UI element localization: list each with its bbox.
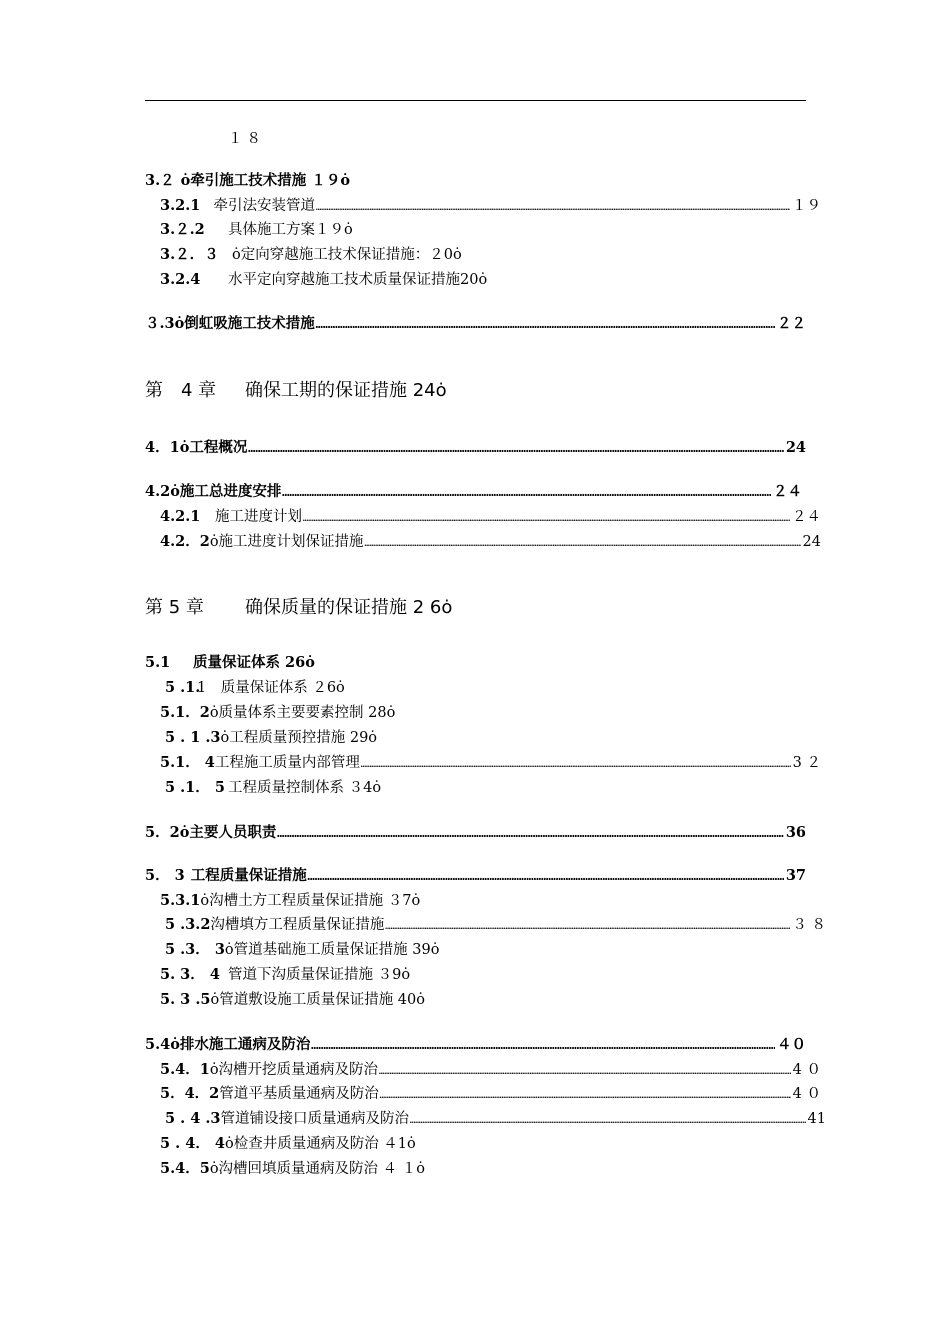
toc-entry-5-3[interactable] [145,865,806,887]
toc-title: ȯ排水施工通病及防治 [170,1036,311,1053]
toc-number: 3.２ [145,172,175,189]
toc-entry-3-2-4[interactable] [145,269,821,291]
toc-number: 4.2．2 [160,533,210,550]
toc-title: 水平定向穿越施工技术质量保证措施20ȯ [228,272,488,288]
toc-entry-5-3-5[interactable] [145,989,821,1011]
toc-page: 37 [785,867,806,884]
toc-page: １９ [792,198,821,214]
toc-page: 24 [802,534,821,550]
toc-title: 具体施工方案１９ȯ [228,222,353,238]
toc-number: 5 .1． 5 [165,779,225,796]
toc-number: 4.2.1 [160,508,201,525]
toc-entry-5-1-5[interactable] [145,777,826,799]
toc-page: 3 ２ [792,755,821,771]
toc-page: 24 [785,439,806,456]
dot-leader [378,1059,791,1081]
toc-title: 管道平基质量通病及防治 [219,1086,379,1102]
toc-title: ȯ主要人员职责 [179,824,277,841]
toc-number: 4.2 [145,483,171,500]
dot-leader [364,531,801,553]
toc-number: 3.2.1 [160,197,201,214]
dot-leader [379,1083,791,1105]
toc-title: ȯ定向穿越施工技术保证措施：２0ȯ [232,247,462,263]
toc-title: ȯ沟槽回填质量通病及防治 ４ １ȯ [209,1161,426,1177]
toc-title: ȯ检查井质量通病及防治 ４1ȯ [224,1136,416,1152]
toc-entry-5-4-4[interactable] [145,1133,821,1155]
toc-title: ȯ施工进度计划保证措施 [209,534,364,550]
toc-title: 沟槽填方工程质量保证措施 [210,917,385,933]
toc-entry-4-1[interactable] [145,437,806,459]
toc-title: 工程质量控制体系 ３4ȯ [228,780,382,796]
toc-page: ２４ [773,483,802,500]
toc-title: ȯ沟槽开挖质量通病及防治 [209,1062,379,1078]
toc-number: 5. 3 .5 [160,991,211,1008]
toc-entry-5-2[interactable] [145,822,806,844]
toc-number: 5 .3． 3 [165,941,225,958]
toc-number: 5.4 [145,1036,171,1053]
toc-entry-3-2-1[interactable] [145,195,821,217]
toc-title: ȯ沟槽土方工程质量保证措施 ３7ȯ [200,893,421,909]
toc-title: 管道铺设接口质量通病及防治 [220,1111,410,1127]
toc-page: ４０ [777,1036,806,1053]
header-rule [145,100,806,101]
page-fragment: １８ [228,131,265,147]
toc-title: 工程质量保证措施 [190,867,307,884]
toc-title: 管道下沟质量保证措施 ３9ȯ [228,967,411,983]
toc-number: 5.1．2 [160,704,210,721]
toc-number: 5．4．2 [160,1085,220,1102]
toc-number: ３.3 [145,315,175,332]
toc-entry-3-2[interactable] [145,170,806,192]
toc-page: 4 ０ [792,1062,821,1078]
chapter-title: 确保工期的保证措施 24ȯ [245,380,447,401]
toc-title: 质量保证体系 26ȯ [193,654,315,671]
dot-leader [247,437,783,459]
toc-page: 36 [785,824,806,841]
dot-leader [281,481,771,503]
toc-entry-4-2[interactable] [145,481,806,503]
toc-number: 5.1 [145,654,171,671]
toc-number: 5 .1. [165,679,201,696]
toc-entry-5-1-2[interactable] [145,702,821,724]
toc-title: ȯ倒虹吸施工技术措施 [174,315,315,332]
toc-entry-5-1-4[interactable] [145,752,821,774]
toc-title: ȯ质量体系主要要素控制 28ȯ [209,705,396,721]
toc-entry-5-4-2[interactable] [145,1083,821,1105]
toc-entry-4-2-1[interactable] [145,506,821,528]
toc-title: 施工进度计划 [215,509,302,525]
toc-page: ２４ [792,509,821,525]
dot-leader [302,506,790,528]
toc-title: ȯ管道敷设施工质量保证措施 40ȯ [210,992,425,1008]
toc-entry-5-3-4[interactable] [145,964,821,986]
toc-number: 4．1 [145,439,180,456]
toc-page: 41 [807,1111,826,1127]
toc-number: 3.２.2 [160,221,205,238]
toc-number: 5 . 1 .3 [165,729,221,746]
toc-page: ２２ [777,315,806,332]
toc-number: 5.1． 4 [160,754,215,771]
dot-leader [384,914,790,936]
toc-entry-5-1[interactable] [145,652,806,674]
toc-entry-4-2-2[interactable] [145,531,821,553]
toc-number: 3.２．３ [160,246,219,263]
toc-title: ȯ施工总进度安排 [170,483,282,500]
toc-entry-5-4-1[interactable] [145,1059,821,1081]
toc-number: 5.4．1 [160,1061,210,1078]
toc-title: ȯ工程概况 [179,439,248,456]
toc-entry-5-1-3[interactable] [145,727,826,749]
toc-title: ȯ工程质量预控措施 29ȯ [220,730,378,746]
dot-leader [276,822,783,844]
toc-number: 5． 3 [145,867,185,884]
toc-title: 1 质量保证体系 ２6ȯ [197,680,345,696]
toc-number: 5 . 4． 4 [160,1135,225,1152]
toc-title: ȯ牵引施工技术措施 １９ȯ [180,172,351,189]
dot-leader [310,1034,775,1056]
toc-entry-5-4-5[interactable] [145,1158,821,1180]
toc-number: 5.3.1 [160,892,201,909]
toc-title: ȯ管道基础施工质量保证措施 39ȯ [224,942,440,958]
toc-entry-5-4-3[interactable] [145,1108,826,1130]
dot-leader [315,195,790,217]
toc-page: 4 ０ [792,1086,821,1102]
chapter-4-heading[interactable] [145,377,806,405]
toc-number: 5 .3.2 [165,916,211,933]
toc-number: 5.4．5 [160,1160,210,1177]
toc-title: 牵引法安装管道 [213,198,316,214]
toc-entry-3-2-2[interactable] [145,219,821,241]
chapter-number: 第 5 章 [145,597,204,618]
toc-number: 5 . 4 .3 [165,1110,221,1127]
toc-number: 5．2 [145,824,180,841]
chapter-5-heading[interactable] [145,594,806,622]
toc-entry-5-1-1[interactable] [145,677,826,699]
chapter-title: 确保质量的保证措施 2 6ȯ [245,597,453,618]
dot-leader [360,752,791,774]
toc-title: 工程施工质量内部管理 [214,755,360,771]
toc-entry-5-3-1[interactable] [145,890,821,912]
toc-entry-5-3-2[interactable] [145,914,826,936]
toc-page: ３ ８ [792,917,826,933]
chapter-number: 第 4 章 [145,380,217,401]
toc-entry-3-2-3[interactable] [145,244,821,266]
toc-entry-3-3[interactable] [145,313,806,335]
dot-leader [409,1108,806,1130]
toc-number: 3.2.4 [160,271,201,288]
dot-leader [315,313,775,335]
toc-entry-5-4[interactable] [145,1034,806,1056]
toc-entry-5-3-3[interactable] [145,939,826,961]
toc-number: 5. 3． 4 [160,966,220,983]
dot-leader [307,865,784,887]
